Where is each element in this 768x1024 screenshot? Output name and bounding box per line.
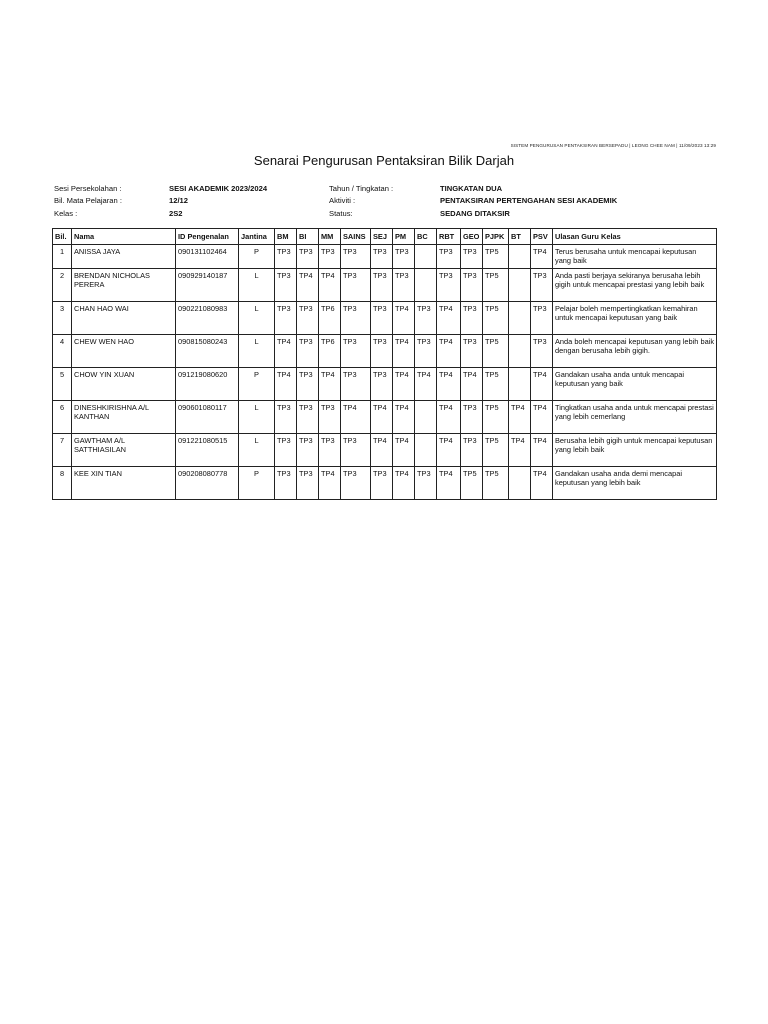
cell-bil: 5 bbox=[53, 367, 72, 400]
cell-bi: TP3 bbox=[297, 245, 319, 269]
cell-mm: TP4 bbox=[319, 466, 341, 499]
col-header-ulasan: Ulasan Guru Kelas bbox=[553, 229, 717, 245]
cell-pm: TP4 bbox=[393, 400, 415, 433]
cell-ulasan: Pelajar boleh mempertingkatkan kemahiran untuk mencapai keputusan yang baik bbox=[553, 301, 717, 334]
cell-rbt: TP4 bbox=[437, 334, 461, 367]
cell-sej: TP4 bbox=[371, 400, 393, 433]
meta-row bbox=[54, 195, 716, 208]
sesi-label: Sesi Persekolahan : bbox=[54, 183, 122, 193]
cell-jantina: L bbox=[239, 301, 275, 334]
cell-pjpk: TP5 bbox=[483, 367, 509, 400]
cell-jantina: P bbox=[239, 245, 275, 269]
cell-geo: TP4 bbox=[461, 367, 483, 400]
cell-pm: TP4 bbox=[393, 367, 415, 400]
cell-sains: TP3 bbox=[341, 466, 371, 499]
tahun-value: TINGKATAN DUA bbox=[440, 183, 503, 193]
table-row bbox=[53, 400, 717, 433]
cell-id: 090601080117 bbox=[176, 400, 239, 433]
col-header-rbt: RBT bbox=[437, 229, 461, 245]
cell-bc: TP3 bbox=[415, 334, 437, 367]
col-header-bi: BI bbox=[297, 229, 319, 245]
cell-bm: TP3 bbox=[275, 466, 297, 499]
cell-pm: TP4 bbox=[393, 466, 415, 499]
table-row bbox=[53, 334, 717, 367]
cell-bm: TP4 bbox=[275, 367, 297, 400]
cell-ulasan: Gandakan usaha anda demi mencapai keputusan yang lebih baik bbox=[553, 466, 717, 499]
cell-bc bbox=[415, 245, 437, 269]
col-header-nama: Nama bbox=[72, 229, 176, 245]
cell-sains: TP3 bbox=[341, 367, 371, 400]
cell-bm: TP3 bbox=[275, 400, 297, 433]
cell-bt bbox=[509, 245, 531, 269]
cell-bi: TP3 bbox=[297, 466, 319, 499]
cell-bt: TP4 bbox=[509, 400, 531, 433]
cell-jantina: L bbox=[239, 433, 275, 466]
cell-mm: TP3 bbox=[319, 400, 341, 433]
cell-bc: TP3 bbox=[415, 466, 437, 499]
cell-pjpk: TP5 bbox=[483, 466, 509, 499]
cell-bil: 2 bbox=[53, 268, 72, 301]
cell-pjpk: TP5 bbox=[483, 334, 509, 367]
col-header-bm: BM bbox=[275, 229, 297, 245]
cell-bi: TP3 bbox=[297, 301, 319, 334]
col-header-psv: PSV bbox=[531, 229, 553, 245]
cell-mm: TP6 bbox=[319, 301, 341, 334]
cell-mm: TP6 bbox=[319, 334, 341, 367]
cell-bc bbox=[415, 433, 437, 466]
cell-bt bbox=[509, 334, 531, 367]
cell-psv: TP4 bbox=[531, 400, 553, 433]
cell-pm: TP3 bbox=[393, 268, 415, 301]
meta-row bbox=[54, 182, 716, 195]
cell-pm: TP4 bbox=[393, 433, 415, 466]
cell-sains: TP3 bbox=[341, 268, 371, 301]
cell-sej: TP4 bbox=[371, 433, 393, 466]
cell-psv: TP3 bbox=[531, 301, 553, 334]
cell-pm: TP4 bbox=[393, 334, 415, 367]
cell-psv: TP4 bbox=[531, 433, 553, 466]
cell-psv: TP4 bbox=[531, 245, 553, 269]
cell-psv: TP4 bbox=[531, 367, 553, 400]
cell-bt bbox=[509, 367, 531, 400]
cell-ulasan: Berusaha lebih gigih untuk mencapai keputusan yang lebih baik bbox=[553, 433, 717, 466]
cell-ulasan: Anda boleh mencapai keputusan yang lebih baik dengan berusaha lebih gigih. bbox=[553, 334, 717, 367]
cell-mm: TP4 bbox=[319, 268, 341, 301]
cell-id: 090131102464 bbox=[176, 245, 239, 269]
col-header-bt: BT bbox=[509, 229, 531, 245]
cell-geo: TP3 bbox=[461, 301, 483, 334]
cell-bi: TP3 bbox=[297, 367, 319, 400]
cell-bt bbox=[509, 466, 531, 499]
cell-geo: TP3 bbox=[461, 433, 483, 466]
meta-info bbox=[54, 182, 716, 220]
cell-pjpk: TP5 bbox=[483, 268, 509, 301]
table-row bbox=[53, 367, 717, 400]
cell-geo: TP5 bbox=[461, 466, 483, 499]
cell-psv: TP3 bbox=[531, 334, 553, 367]
col-header-mm: MM bbox=[319, 229, 341, 245]
cell-nama: CHAN HAO WAI bbox=[72, 301, 176, 334]
meta-row bbox=[54, 207, 716, 220]
cell-psv: TP4 bbox=[531, 466, 553, 499]
cell-bc: TP3 bbox=[415, 301, 437, 334]
cell-jantina: L bbox=[239, 334, 275, 367]
col-header-geo: GEO bbox=[461, 229, 483, 245]
col-header-jantina: Jantina bbox=[239, 229, 275, 245]
cell-bil: 8 bbox=[53, 466, 72, 499]
kelas-value: 2S2 bbox=[169, 208, 183, 218]
col-header-bil: Bil. bbox=[53, 229, 72, 245]
cell-pjpk: TP5 bbox=[483, 245, 509, 269]
col-header-bc: BC bbox=[415, 229, 437, 245]
cell-psv: TP3 bbox=[531, 268, 553, 301]
cell-mm: TP3 bbox=[319, 245, 341, 269]
cell-bm: TP3 bbox=[275, 301, 297, 334]
cell-sains: TP4 bbox=[341, 400, 371, 433]
cell-ulasan: Terus berusaha untuk mencapai keputusan yang baik bbox=[553, 245, 717, 269]
cell-sains: TP3 bbox=[341, 245, 371, 269]
cell-ulasan: Tingkatkan usaha anda untuk mencapai prestasi yang lebih cemerlang bbox=[553, 400, 717, 433]
cell-pm: TP4 bbox=[393, 301, 415, 334]
cell-bm: TP3 bbox=[275, 268, 297, 301]
cell-id: 091219080620 bbox=[176, 367, 239, 400]
col-header-pjpk: PJPK bbox=[483, 229, 509, 245]
aktiviti-value: PENTAKSIRAN PERTENGAHAN SESI AKADEMIK bbox=[440, 196, 618, 206]
cell-bm: TP4 bbox=[275, 334, 297, 367]
cell-bi: TP3 bbox=[297, 400, 319, 433]
cell-sej: TP3 bbox=[371, 466, 393, 499]
cell-sej: TP3 bbox=[371, 367, 393, 400]
cell-nama: CHOW YIN XUAN bbox=[72, 367, 176, 400]
cell-geo: TP3 bbox=[461, 400, 483, 433]
cell-bil: 6 bbox=[53, 400, 72, 433]
cell-bm: TP3 bbox=[275, 245, 297, 269]
cell-jantina: L bbox=[239, 268, 275, 301]
col-header-sains: SAINS bbox=[341, 229, 371, 245]
cell-bi: TP3 bbox=[297, 334, 319, 367]
cell-bc: TP4 bbox=[415, 367, 437, 400]
assessment-table bbox=[52, 228, 717, 500]
cell-pm: TP3 bbox=[393, 245, 415, 269]
cell-id: 090929140187 bbox=[176, 268, 239, 301]
sesi-value: SESI AKADEMIK 2023/2024 bbox=[169, 183, 268, 193]
aktiviti-label: Aktiviti : bbox=[329, 196, 356, 206]
cell-rbt: TP4 bbox=[437, 400, 461, 433]
cell-ulasan: Anda pasti berjaya sekiranya berusaha lebih gigih untuk mencapai prestasi yang lebih baik bbox=[553, 268, 717, 301]
cell-sej: TP3 bbox=[371, 245, 393, 269]
system-info-line: SISTEM PENGURUSAN PENTAKSIRAN BERSEPADU | LEONG CHEE NAM | 11/09/2023 13:29 bbox=[510, 143, 716, 148]
page-title: Senarai Pengurusan Pentaksiran Bilik Darjah bbox=[253, 153, 515, 168]
cell-pjpk: TP5 bbox=[483, 301, 509, 334]
cell-jantina: L bbox=[239, 400, 275, 433]
cell-rbt: TP3 bbox=[437, 245, 461, 269]
table-row bbox=[53, 268, 717, 301]
status-value: SEDANG DITAKSIR bbox=[440, 208, 510, 218]
cell-ulasan: Gandakan usaha anda untuk mencapai keputusan yang baik bbox=[553, 367, 717, 400]
cell-nama: DINESHKIRISHNA A/L KANTHAN bbox=[72, 400, 176, 433]
kelas-label: Kelas : bbox=[54, 208, 78, 218]
cell-sains: TP3 bbox=[341, 301, 371, 334]
cell-jantina: P bbox=[239, 466, 275, 499]
table-row bbox=[53, 433, 717, 466]
col-header-id: ID Pengenalan bbox=[176, 229, 239, 245]
cell-mm: TP4 bbox=[319, 367, 341, 400]
cell-bc bbox=[415, 400, 437, 433]
table-row bbox=[53, 245, 717, 269]
cell-sej: TP3 bbox=[371, 268, 393, 301]
cell-bt bbox=[509, 301, 531, 334]
table-row bbox=[53, 466, 717, 499]
cell-geo: TP3 bbox=[461, 268, 483, 301]
cell-nama: GAWTHAM A/L SATTHIASILAN bbox=[72, 433, 176, 466]
cell-id: 090221080983 bbox=[176, 301, 239, 334]
cell-nama: CHEW WEN HAO bbox=[72, 334, 176, 367]
table-header-row bbox=[53, 229, 717, 245]
cell-sej: TP3 bbox=[371, 334, 393, 367]
bil-value: 12/12 bbox=[169, 196, 189, 206]
cell-id: 091221080515 bbox=[176, 433, 239, 466]
tahun-label: Tahun / Tingkatan : bbox=[329, 183, 394, 193]
cell-bc bbox=[415, 268, 437, 301]
cell-geo: TP3 bbox=[461, 245, 483, 269]
cell-rbt: TP3 bbox=[437, 268, 461, 301]
cell-bil: 1 bbox=[53, 245, 72, 269]
cell-nama: KEE XIN TIAN bbox=[72, 466, 176, 499]
cell-jantina: P bbox=[239, 367, 275, 400]
cell-sains: TP3 bbox=[341, 334, 371, 367]
bil-label: Bil. Mata Pelajaran : bbox=[54, 196, 122, 206]
cell-geo: TP3 bbox=[461, 334, 483, 367]
status-label: Status: bbox=[329, 208, 353, 218]
cell-nama: BRENDAN NICHOLAS PERERA bbox=[72, 268, 176, 301]
cell-bil: 4 bbox=[53, 334, 72, 367]
cell-bi: TP3 bbox=[297, 433, 319, 466]
cell-bi: TP4 bbox=[297, 268, 319, 301]
cell-mm: TP3 bbox=[319, 433, 341, 466]
cell-bil: 7 bbox=[53, 433, 72, 466]
cell-bil: 3 bbox=[53, 301, 72, 334]
cell-rbt: TP4 bbox=[437, 301, 461, 334]
cell-id: 090815080243 bbox=[176, 334, 239, 367]
cell-rbt: TP4 bbox=[437, 433, 461, 466]
cell-sains: TP3 bbox=[341, 433, 371, 466]
cell-sej: TP3 bbox=[371, 301, 393, 334]
cell-pjpk: TP5 bbox=[483, 433, 509, 466]
cell-pjpk: TP5 bbox=[483, 400, 509, 433]
cell-rbt: TP4 bbox=[437, 367, 461, 400]
cell-rbt: TP4 bbox=[437, 466, 461, 499]
col-header-pm: PM bbox=[393, 229, 415, 245]
col-header-sej: SEJ bbox=[371, 229, 393, 245]
cell-nama: ANISSA JAYA bbox=[72, 245, 176, 269]
cell-bt bbox=[509, 268, 531, 301]
table-row bbox=[53, 301, 717, 334]
cell-id: 090208080778 bbox=[176, 466, 239, 499]
cell-bm: TP3 bbox=[275, 433, 297, 466]
cell-bt: TP4 bbox=[509, 433, 531, 466]
